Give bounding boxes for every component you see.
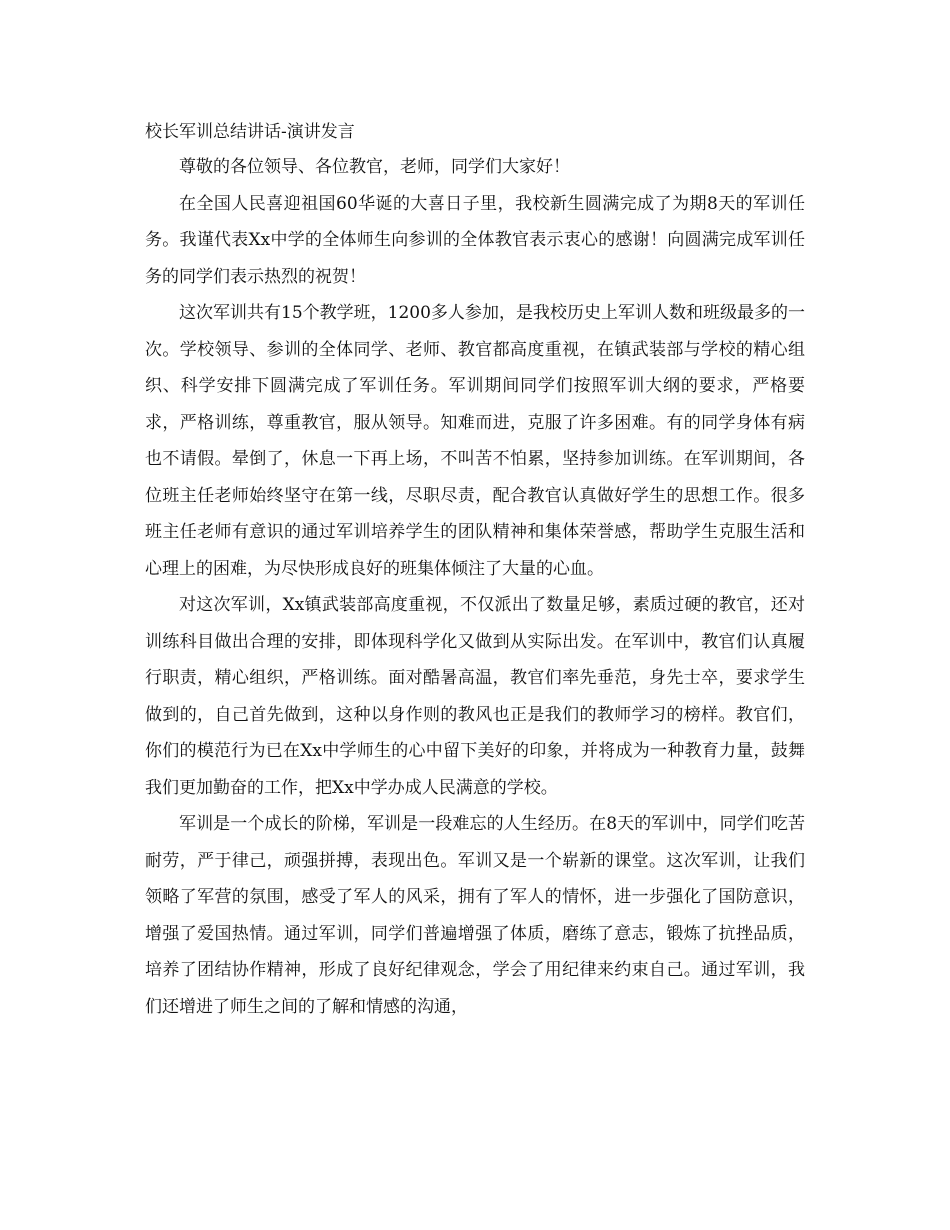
paragraph-greeting: 尊敬的各位领导、各位教官，老师，同学们大家好！ bbox=[179, 157, 570, 177]
paragraph-training-overview: 这次军训共有15个教学班，1200多人参加，是我校历史上军训人数和班级最多的一次。学校领导、参训的全体同学、老师、教官都高度重视，在镇武装部与学校的精心组织、科学安排下圆满完成了军训任务。军训期间同学们按照军训大纲的要求，严格要求，严格训练，尊重教官，服从领导。知难而进，克服了许多困难。有的同学身体有病也不请假。晕倒了，休息一下再上场，不叫苦不怕累，坚持参加训练。在军训期间，各位班主任老师始终坚守在第一线，尽职尽责，配合教官认真做好学生的思想工作。很多班主任老师有意识的通过军训培养学生的团队精神和集体荣誉感，帮助学生克服生活和心理上的困难，为尽快形成良好的班集体倾注了大量的心血。 bbox=[145, 303, 805, 579]
document-body bbox=[145, 115, 805, 1025]
document-title: 校长军训总结讲话-演讲发言 bbox=[145, 122, 355, 142]
paragraph-intro: 在全国人民喜迎祖国60华诞的大喜日子里，我校新生圆满完成了为期8天的军训任务。我谨代表Xx中学的全体师生向参训的全体教官表示衷心的感谢！向圆满完成军训任务的同学们表示热烈的祝贺！ bbox=[145, 193, 805, 287]
paragraph-growth: 军训是一个成长的阶梯，军训是一段难忘的人生经历。在8天的军训中，同学们吃苦耐劳，严于律己，顽强拼搏，表现出色。军训又是一个崭新的课堂。这次军训，让我们领略了军营的氛围，感受了军人的风采，拥有了军人的情怀，进一步强化了国防意识，增强了爱国热情。通过军训，同学们普遍增强了体质，磨练了意志，锻炼了抗挫品质，培养了团结协作精神，形成了良好纪律观念，学会了用纪律来约束自己。通过军训，我们还增进了师生之间的了解和情感的沟通， bbox=[145, 814, 805, 1017]
paragraph-instructors: 对这次军训，Xx镇武装部高度重视，不仅派出了数量足够，素质过硬的教官，还对训练科目做出合理的安排，即体现科学化又做到从实际出发。在军训中，教官们认真履行职责，精心组织，严格训练。面对酷暑高温，教官们率先垂范，身先士卒，要求学生做到的，自己首先做到，这种以身作则的教风也正是我们的教师学习的榜样。教官们，你们的模范行为已在Xx中学师生的心中留下美好的印象，并将成为一种教育力量，鼓舞我们更加勤奋的工作，把Xx中学办成人民满意的学校。 bbox=[145, 595, 805, 798]
